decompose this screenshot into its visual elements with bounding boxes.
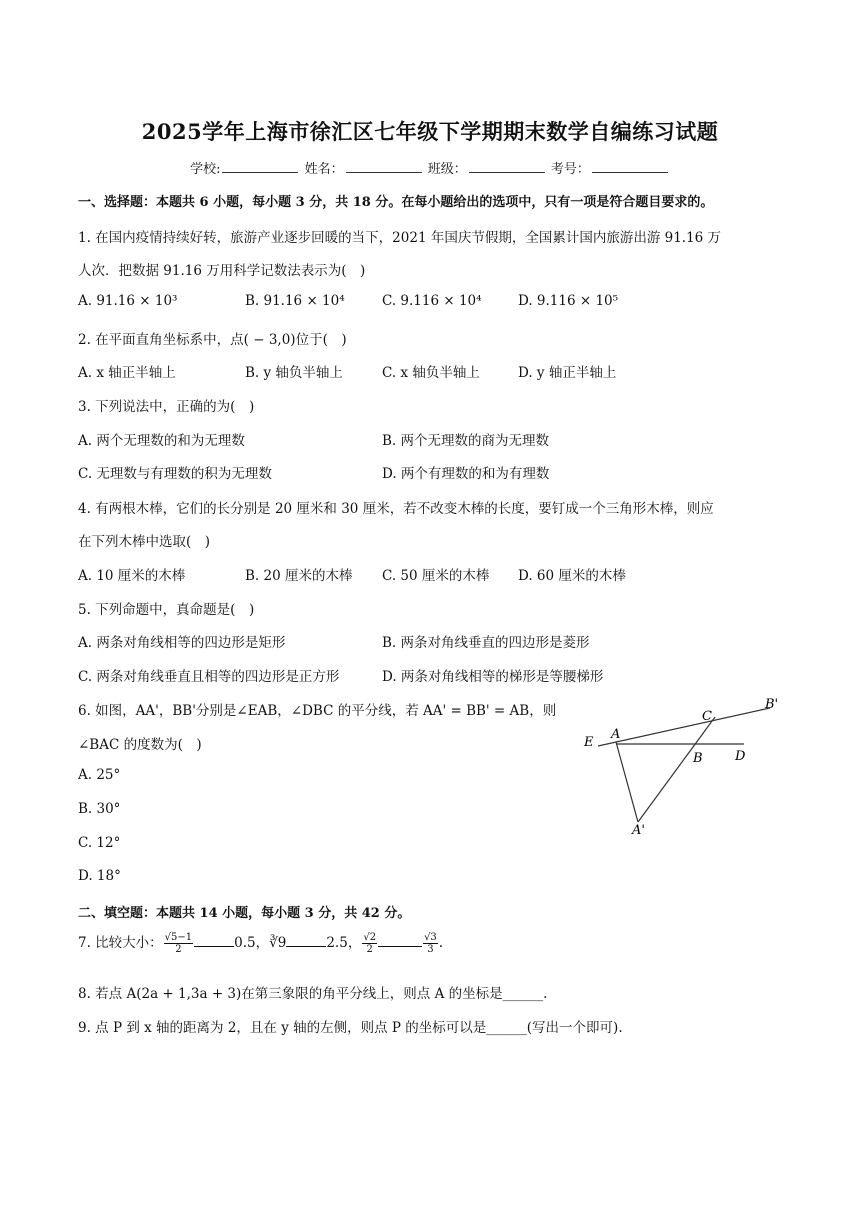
question-6-option-b: B. 30° bbox=[78, 801, 121, 817]
question-7 bbox=[78, 931, 443, 955]
label-b-prime: B' bbox=[765, 697, 779, 712]
question-7-value-1: 0.5， bbox=[234, 935, 270, 951]
question-5-option-b: B. 两条对角线垂直的四边形是菱形 bbox=[382, 635, 590, 651]
question-7-end: . bbox=[438, 935, 444, 951]
question-4-option-a: A. 10 厘米的木棒 bbox=[78, 568, 186, 584]
question-6-line-2: ∠BAC 的度数为( ) bbox=[78, 737, 202, 753]
section-heading-fill: 二、填空题：本题共 14 小题，每小题 3 分，共 42 分。 bbox=[78, 906, 411, 921]
question-6-option-d: D. 18° bbox=[78, 868, 121, 884]
label-d: D bbox=[735, 749, 746, 764]
label-a: A bbox=[611, 727, 621, 742]
question-8: 8. 若点 A(2a + 1,3a + 3)在第三象限的角平分线上，则点 A 的坐标是______. bbox=[78, 986, 548, 1002]
question-2-option-c: C. x 轴负半轴上 bbox=[382, 365, 480, 381]
question-7-prefix: 7. 比较大小： bbox=[78, 935, 163, 951]
page-title: 2025学年上海市徐汇区七年级下学期期末数学自编练习试题 bbox=[141, 119, 719, 144]
question-4-option-c: C. 50 厘米的木棒 bbox=[382, 568, 490, 584]
question-2-stem: 2. 在平面直角坐标系中，点( − 3,0)位于( ) bbox=[78, 332, 347, 348]
school-blank bbox=[222, 160, 298, 173]
question-2-option-b: B. y 轴负半轴上 bbox=[245, 365, 343, 381]
class-blank bbox=[469, 160, 545, 173]
question-6-option-a: A. 25° bbox=[78, 767, 121, 783]
fraction-3-numerator: √3 bbox=[424, 932, 437, 943]
school-label: 学校: bbox=[190, 162, 221, 177]
question-1-option-c: C. 9.116 × 10⁴ bbox=[382, 293, 482, 309]
name-label: 姓名： bbox=[304, 162, 344, 177]
question-6-line-1: 6. 如图，AA'，BB'分别是∠EAB，∠DBC 的平分线，若 AA' = BB' = AB，则 bbox=[78, 703, 557, 719]
student-info-line bbox=[0, 158, 860, 177]
class-label: 班级： bbox=[427, 162, 467, 177]
segment-a-aprime bbox=[616, 742, 638, 822]
question-1-line-1: 1. 在国内疫情持续好转，旅游产业逐步回暖的当下，2021 年国庆节假期，全国累计国内旅游出游 91.16 万 bbox=[78, 230, 722, 246]
question-4-option-d: D. 60 厘米的木棒 bbox=[518, 568, 626, 584]
question-3-option-c: C. 无理数与有理数的积为无理数 bbox=[78, 466, 272, 482]
question-7-cube-root: ∛9 bbox=[269, 935, 287, 951]
fraction-2-denominator: 2 bbox=[366, 944, 373, 955]
question-5-stem: 5. 下列命题中，真命题是( ) bbox=[78, 602, 255, 618]
question-3-option-a: A. 两个无理数的和为无理数 bbox=[78, 433, 245, 449]
question-6-option-c: C. 12° bbox=[78, 835, 121, 851]
question-4-option-b: B. 20 厘米的木棒 bbox=[245, 568, 353, 584]
label-c: C bbox=[702, 709, 712, 724]
fraction-1 bbox=[164, 932, 193, 955]
fraction-1-denominator: 2 bbox=[175, 944, 182, 955]
fraction-2-numerator: √2 bbox=[363, 932, 377, 943]
number-blank bbox=[592, 160, 668, 173]
question-5-option-d: D. 两条对角线相等的梯形是等腰梯形 bbox=[382, 669, 604, 685]
fraction-3 bbox=[423, 932, 438, 955]
name-blank bbox=[346, 160, 422, 173]
question-7-value-2: 2.5， bbox=[326, 935, 362, 951]
answer-blank-1 bbox=[194, 935, 234, 947]
question-1-option-b: B. 91.16 × 10⁴ bbox=[245, 293, 345, 309]
fraction-1-numerator: √5−1 bbox=[164, 932, 193, 943]
label-a-prime: A' bbox=[632, 823, 645, 838]
section-heading-choice: 一、选择题：本题共 6 小题，每小题 3 分，共 18 分。在每小题给出的选项中，只有一项是符合题目要求的。 bbox=[78, 195, 714, 210]
question-2-option-a: A. x 轴正半轴上 bbox=[78, 365, 176, 381]
question-3-option-d: D. 两个有理数的和为有理数 bbox=[382, 466, 550, 482]
answer-blank-3 bbox=[378, 935, 422, 947]
fraction-3-denominator: 3 bbox=[427, 944, 434, 955]
question-3-stem: 3. 下列说法中，正确的为( ) bbox=[78, 399, 255, 415]
segment-aprime-c bbox=[638, 717, 715, 822]
question-4-line-2: 在下列木棒中选取( ) bbox=[78, 534, 211, 550]
question-3-option-b: B. 两个无理数的商为无理数 bbox=[382, 433, 550, 449]
label-e: E bbox=[584, 735, 594, 750]
geometry-figure bbox=[580, 692, 790, 842]
question-4-line-1: 4. 有两根木棒，它们的长分别是 20 厘米和 30 厘米，若不改变木棒的长度，要钉成一个三角形木棒，则应 bbox=[78, 501, 714, 517]
question-2-option-d: D. y 轴正半轴上 bbox=[518, 365, 617, 381]
question-1-line-2: 人次．把数据 91.16 万用科学记数法表示为( ) bbox=[78, 263, 366, 279]
answer-blank-2 bbox=[286, 935, 326, 947]
question-9: 9. 点 P 到 x 轴的距离为 2，且在 y 轴的左侧，则点 P 的坐标可以是______(写出一个即可). bbox=[78, 1020, 623, 1036]
question-5-option-c: C. 两条对角线垂直且相等的四边形是正方形 bbox=[78, 669, 340, 685]
number-label: 考号： bbox=[550, 162, 590, 177]
question-1-option-a: A. 91.16 × 10³ bbox=[78, 293, 178, 309]
label-b: B bbox=[693, 751, 703, 766]
fraction-2 bbox=[362, 932, 377, 955]
line-e-to-bprime bbox=[598, 708, 770, 746]
question-1-option-d: D. 9.116 × 10⁵ bbox=[518, 293, 619, 309]
question-5-option-a: A. 两条对角线相等的四边形是矩形 bbox=[78, 635, 286, 651]
